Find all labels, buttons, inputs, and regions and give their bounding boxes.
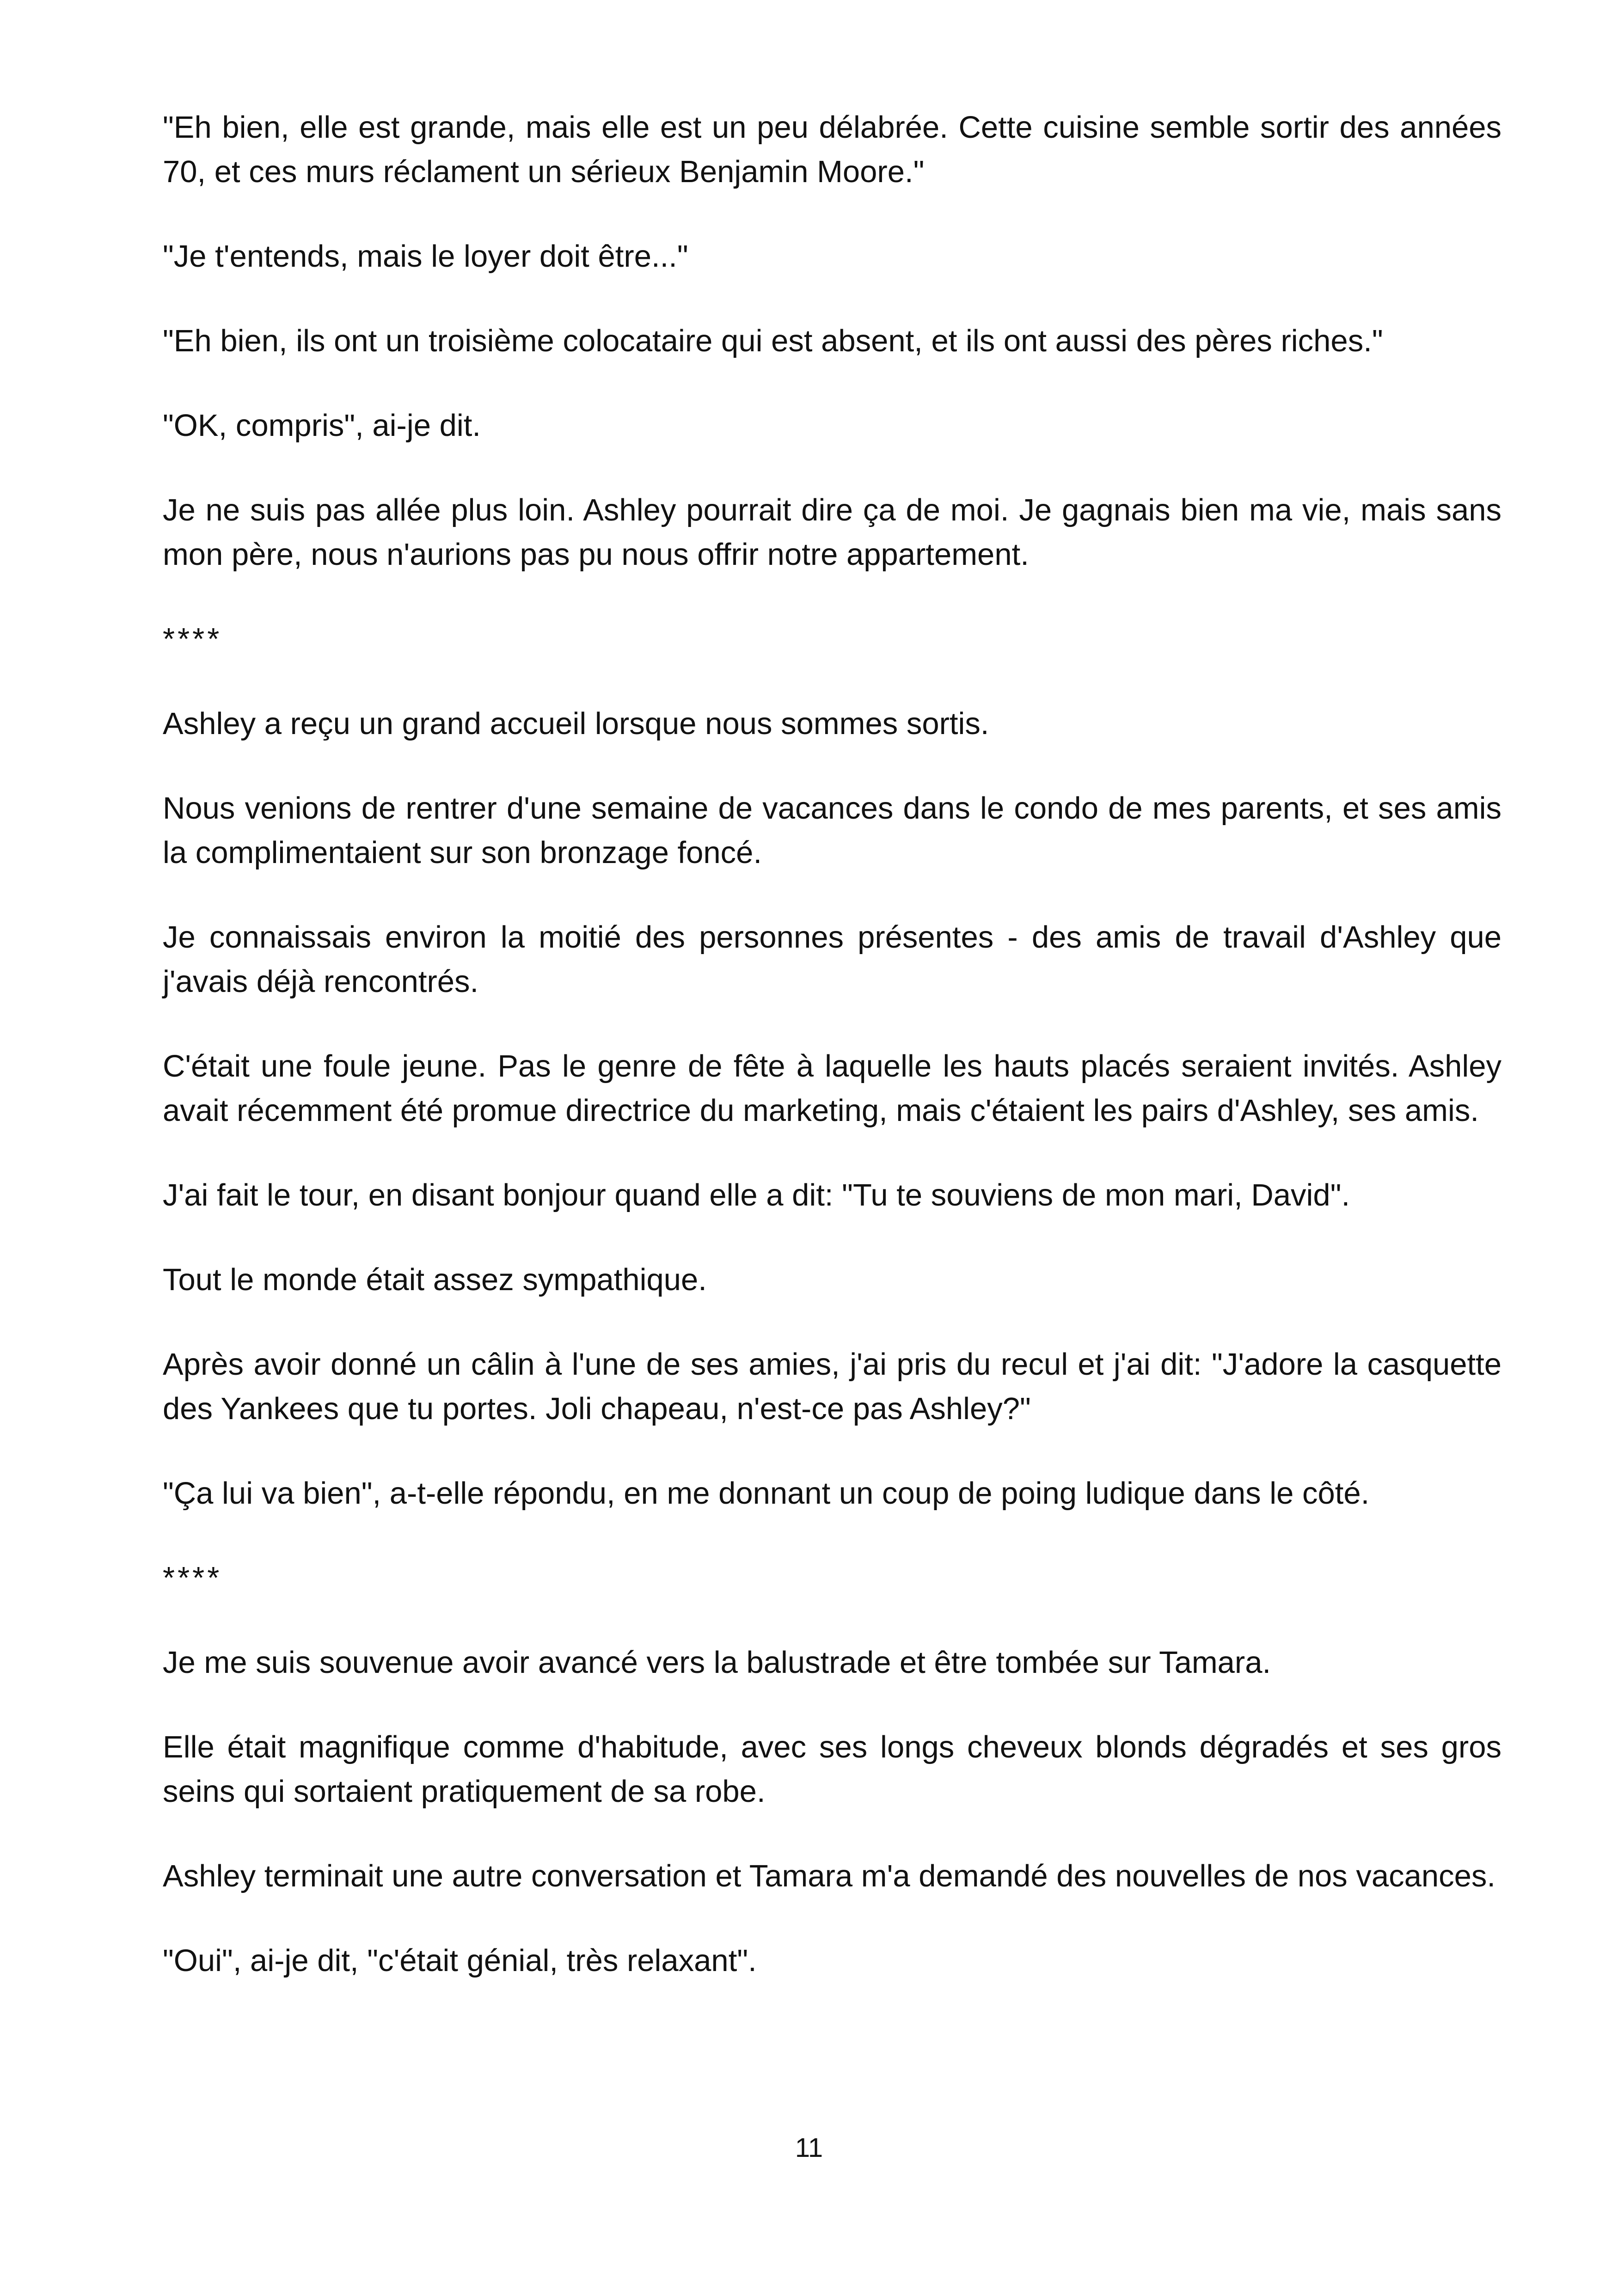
page-number: 11 [795, 2133, 823, 2163]
body-text [163, 105, 1502, 2023]
scene-separator: **** [163, 622, 222, 656]
paragraph: Je ne suis pas allée plus loin. Ashley pourrait dire ça de moi. Je gagnais bien ma vie, mais sans mon père, nous n'aurions pas pu nous offrir notre appartement. [163, 493, 1502, 572]
paragraph: Tout le monde était assez sympathique. [163, 1262, 707, 1297]
paragraph: "Oui", ai-je dit, "c'était génial, très relaxant". [163, 1943, 757, 1978]
paragraph: Je me suis souvenue avoir avancé vers la balustrade et être tombée sur Tamara. [163, 1645, 1271, 1680]
paragraph: C'était une foule jeune. Pas le genre de fête à laquelle les hauts placés seraient invités. Ashley avait récemment été promue directrice du marketing, mais c'étaient les pairs d'Ashley, ses amis. [163, 1049, 1502, 1128]
paragraph: "Je t'entends, mais le loyer doit être..." [163, 239, 688, 274]
paragraph: Ashley a reçu un grand accueil lorsque nous sommes sortis. [163, 706, 989, 741]
paragraph: "Eh bien, elle est grande, mais elle est un peu délabrée. Cette cuisine semble sortir des années 70, et ces murs réclament un sérieux Benjamin Moore." [163, 110, 1502, 189]
paragraph: Ashley terminait une autre conversation et Tamara m'a demandé des nouvelles de nos vacances. [163, 1859, 1496, 1893]
paragraph: Après avoir donné un câlin à l'une de ses amies, j'ai pris du recul et j'ai dit: "J'adore la casquette des Yankees que tu portes. Joli chapeau, n'est-ce pas Ashley?" [163, 1347, 1502, 1426]
paragraph: J'ai fait le tour, en disant bonjour quand elle a dit: "Tu te souviens de mon mari, David". [163, 1178, 1350, 1212]
paragraph: Elle était magnifique comme d'habitude, avec ses longs cheveux blonds dégradés et ses gros seins qui sortaient pratiquement de sa robe. [163, 1730, 1502, 1809]
paragraph: "Eh bien, ils ont un troisième colocataire qui est absent, et ils ont aussi des pères riches." [163, 324, 1383, 358]
paragraph: "OK, compris", ai-je dit. [163, 408, 481, 443]
paragraph: Nous venions de rentrer d'une semaine de vacances dans le condo de mes parents, et ses amis la complimentaient sur son bronzage foncé. [163, 791, 1502, 870]
paragraph: Je connaissais environ la moitié des personnes présentes - des amis de travail d'Ashley que j'avais déjà rencontrés. [163, 920, 1502, 999]
paragraph: "Ça lui va bien", a-t-elle répondu, en me donnant un coup de poing ludique dans le côté. [163, 1476, 1370, 1511]
scene-separator: **** [163, 1561, 222, 1595]
